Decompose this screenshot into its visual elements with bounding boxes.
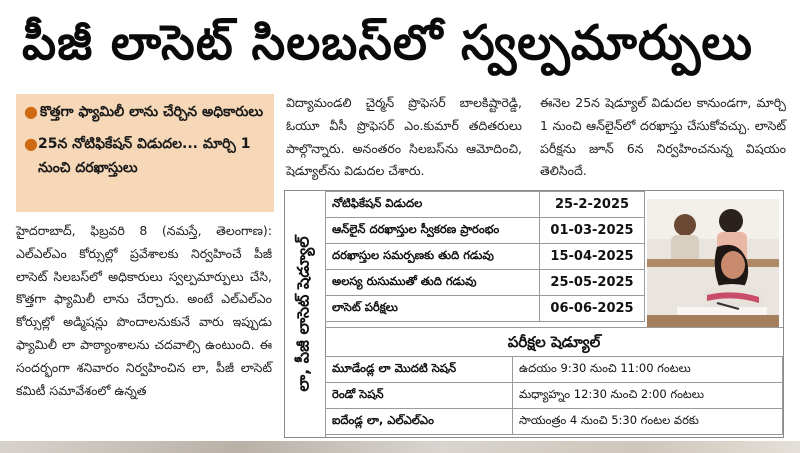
exam-course: రెండో సెషన్ <box>326 383 513 409</box>
table-row <box>326 357 783 383</box>
highlight-item <box>24 132 266 180</box>
row-label: ఆన్‌లైన్ దరఖాస్తుల స్వీకరణ ప్రారంభం <box>326 218 540 244</box>
table-row <box>326 244 645 270</box>
row-label: దరఖాస్తుల సమర్పణకు తుది గడువు <box>326 244 540 270</box>
article-column-1: హైదరాబాద్, ఫిబ్రవరి 8 (నమస్తే, తెలంగాణ): ఎల్‌ఎల్‌ఎం కోర్సుల్లో ప్రవేశాలకు నిర్వహించే పీజీ లాసెట్ సిలబస్‌లో అధికారులు స్వల్పమార్పులు చేసి, కొత్తగా ఫ్యామిలీ లాను చేర్చారు. అంటే ఎల్‌ఎల్‌ఎం కోర్సుల్లో అడ్మిషన్లు పొందాలనుకునే వారు ఇప్పుడు ఫ్యామిలీ లా పాఠ్యాంశాలను చదవాల్సి ఉంటుంది. ఈ సందర్భంగా శనివారం నిర్వహించిన లా, పీజీ లాసెట్ కమిటీ సమావేశంలో ఉన్నత <box>16 223 272 398</box>
schedule-box <box>284 190 784 438</box>
bullet-icon: ● <box>24 102 38 121</box>
students-illustration <box>647 199 779 327</box>
schedule-side-title-text: లా, పీజీ లాసెట్ షెడ్యూల్ <box>293 236 313 392</box>
row-date: 06-06-2025 <box>540 296 645 322</box>
row-label: నోటిఫికేషన్ విడుదల <box>326 192 540 218</box>
row-label: లాసెట్ పరీక్షలు <box>326 296 540 322</box>
dates-table <box>325 191 645 322</box>
schedule-side-title <box>285 191 326 437</box>
exam-table <box>325 356 783 435</box>
row-date: 25-05-2025 <box>540 270 645 296</box>
article-column-3: ఈనెల 25న షెడ్యూల్ విడుదల కానుండగా, మార్చి 1 నుంచి ఆన్‌లైన్‌లో దరఖాస్తు చేసుకోవచ్చు. లాసెట్ పరీక్షను జూన్ 6న నిర్వహించనున్న విషయం తెలిసిందే. <box>540 95 786 179</box>
table-row <box>326 296 645 322</box>
next-article-strip <box>0 441 800 453</box>
highlights-box <box>16 94 274 212</box>
table-row <box>326 218 645 244</box>
row-date: 01-03-2025 <box>540 218 645 244</box>
table-row <box>326 383 783 409</box>
exam-course: ఐదేండ్ల లా, ఎల్ఎల్ఎం <box>326 409 513 435</box>
highlight-text: 25న నోటిఫికేషన్ విడుదల... మార్చి 1 నుంచి దరఖాస్తులు <box>37 136 251 176</box>
table-row <box>326 192 645 218</box>
highlight-text: కొత్తగా ఫ్యామిలీ లాను చేర్చిన అధికారులు <box>40 104 264 120</box>
exam-course: మూడేండ్ల లా మొదటి సెషన్ <box>326 357 513 383</box>
students-photo <box>647 199 779 327</box>
row-date: 15-04-2025 <box>540 244 645 270</box>
bullet-icon: ● <box>24 134 38 153</box>
exam-time: సాయంత్రం 4 నుంచి 5:30 గంటల వరకు <box>512 409 782 435</box>
article-column-2: విద్యామండలి చైర్మన్ ప్రొఫెసర్ బాలకిష్టారెడ్డి, ఓయూ వీసీ ప్రొఫెసర్ ఎం.కుమార్ తదితరులు పాల్గొన్నారు. అనంతరం సిలబస్‌ను ఆమోదించి, షెడ్యూల్‌ను విడుదల చేశారు. <box>286 95 522 179</box>
exam-time: మధ్యాహ్నం 12:30 నుంచి 2:00 గంటలు <box>512 383 782 409</box>
highlight-item <box>24 100 266 124</box>
row-date: 25-2-2025 <box>540 192 645 218</box>
exam-time: ఉదయం 9:30 నుంచి 11:00 గంటలు <box>512 357 782 383</box>
table-row <box>326 409 783 435</box>
headline: పీజీ లాసెట్ సిలబస్‌లో స్వల్పమార్పులు <box>22 15 754 71</box>
exam-schedule-heading: పరీక్షల షెడ్యూల్ <box>325 327 783 357</box>
row-label: అలస్య రుసుముతో తుది గడువు <box>326 270 540 296</box>
table-row <box>326 270 645 296</box>
